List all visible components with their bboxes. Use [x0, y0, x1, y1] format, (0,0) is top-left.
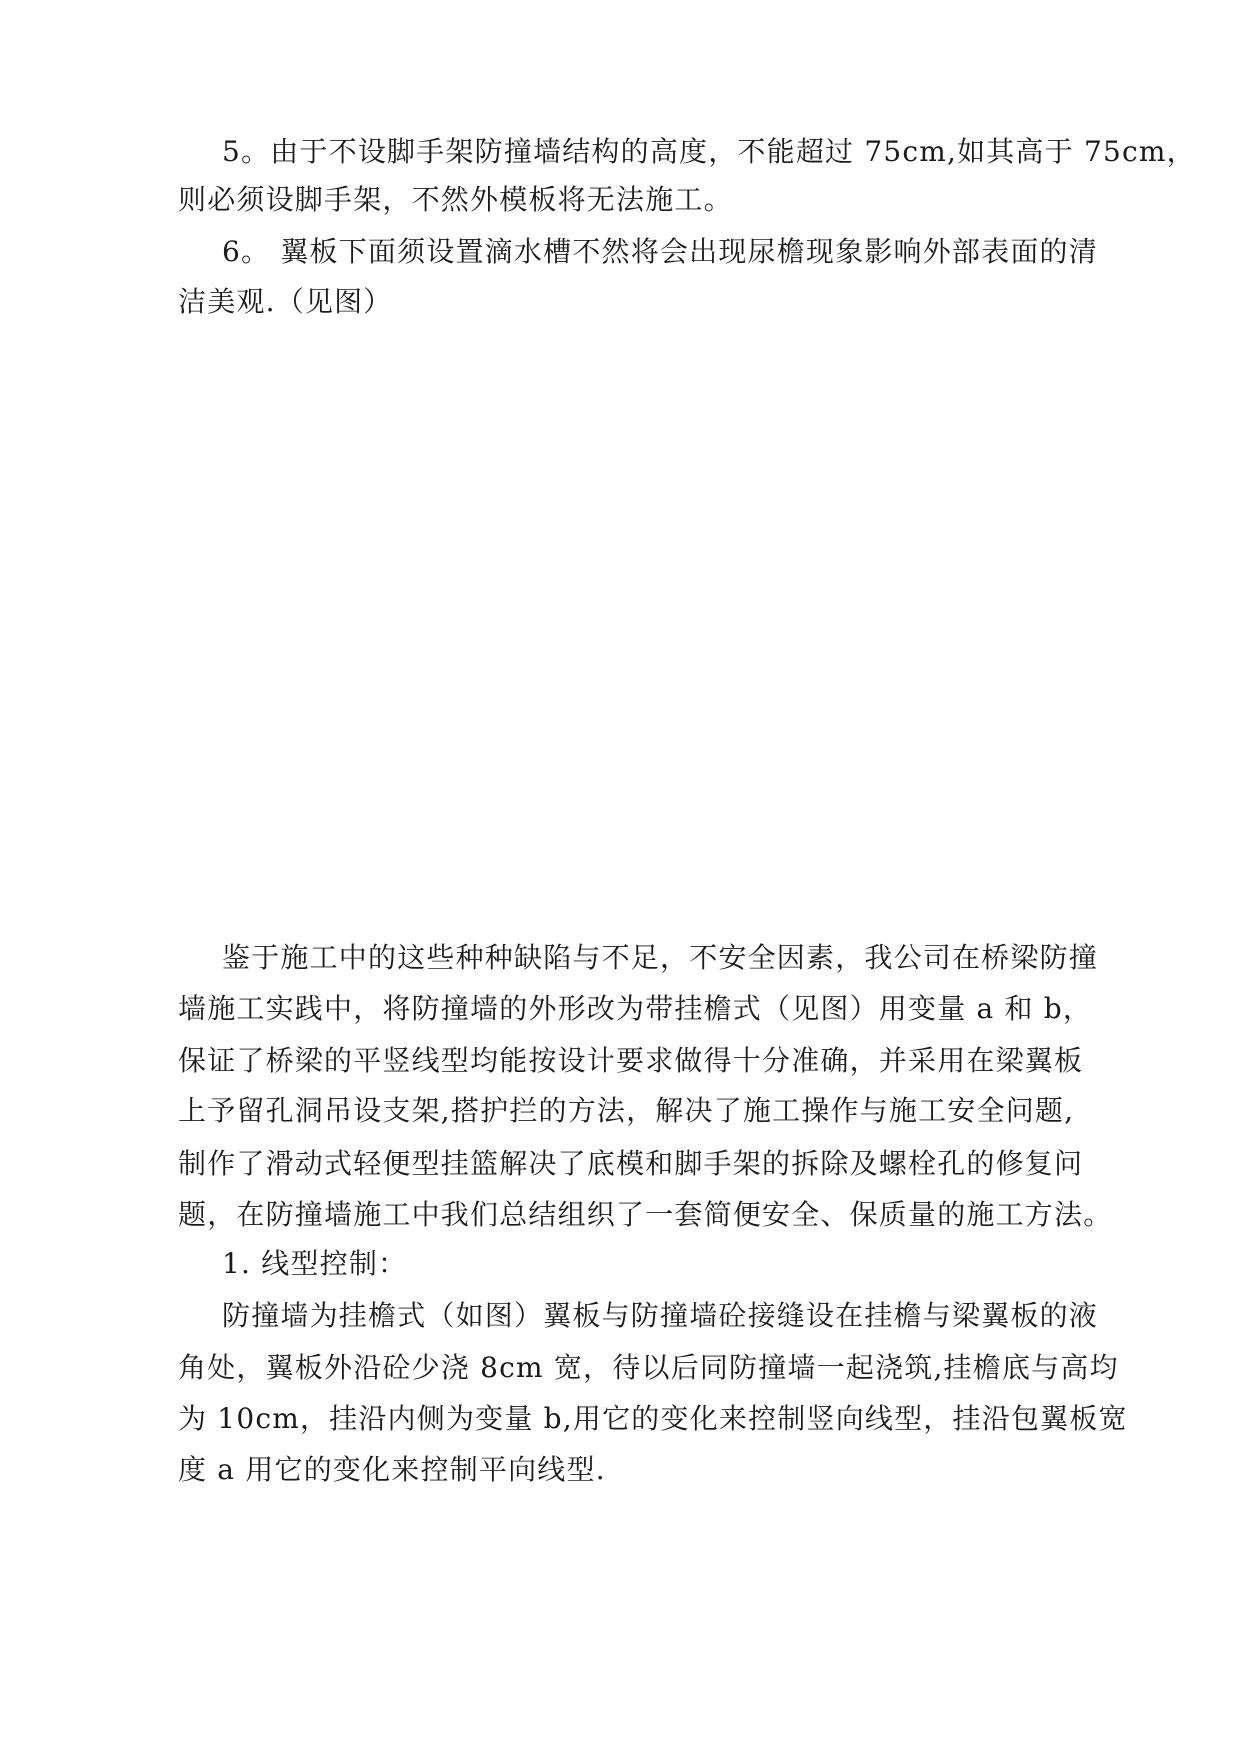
para2-line3: 为 10cm，挂沿内侧为变量 b,用它的变化来控制竖向线型，挂沿包翼板宽: [178, 1402, 1128, 1435]
para1-line1: 鉴于施工中的这些种种缺陷与不足，不安全因素，我公司在桥梁防撞: [222, 941, 1099, 974]
item6-line2: 洁美观.（见图）: [178, 285, 393, 318]
para1-line2: 墙施工实践中，将防撞墙的外形改为带挂檐式（见图）用变量 a 和 b，: [178, 992, 1093, 1025]
heading-linetype-control: 1. 线型控制：: [222, 1247, 408, 1280]
para2-line1: 防撞墙为挂檐式（如图）翼板与防撞墙砼接缝设在挂檐与梁翼板的液: [222, 1299, 1099, 1332]
para2-line2: 角处，翼板外沿砼少浇 8cm 宽，待以后同防撞墙一起浇筑,挂檐底与高均: [178, 1351, 1119, 1384]
item5-line1: 5。由于不设脚手架防撞墙结构的高度，不能超过 75cm,如其高于 75cm，: [222, 135, 1196, 168]
para1-line3: 保证了桥梁的平竖线型均能按设计要求做得十分准确，并采用在梁翼板: [178, 1044, 1084, 1077]
para1-line4: 上予留孔洞吊设支架,搭护拦的方法，解决了施工操作与施工安全问题,: [178, 1094, 1075, 1127]
para1-line6: 题，在防撞墙施工中我们总结组织了一套简便安全、保质量的施工方法。: [178, 1198, 1113, 1231]
item5-line2: 则必须设脚手架，不然外模板将无法施工。: [178, 183, 733, 216]
figure-placeholder: [178, 340, 1078, 900]
para2-line4: 度 a 用它的变化来控制平向线型.: [178, 1453, 606, 1486]
item6-line1: 6。 翼板下面须设置滴水槽不然将会出现尿檐现象影响外部表面的清: [222, 235, 1098, 268]
para1-line5: 制作了滑动式轻便型挂篮解决了底模和脚手架的拆除及螺栓孔的修复问: [178, 1147, 1084, 1180]
